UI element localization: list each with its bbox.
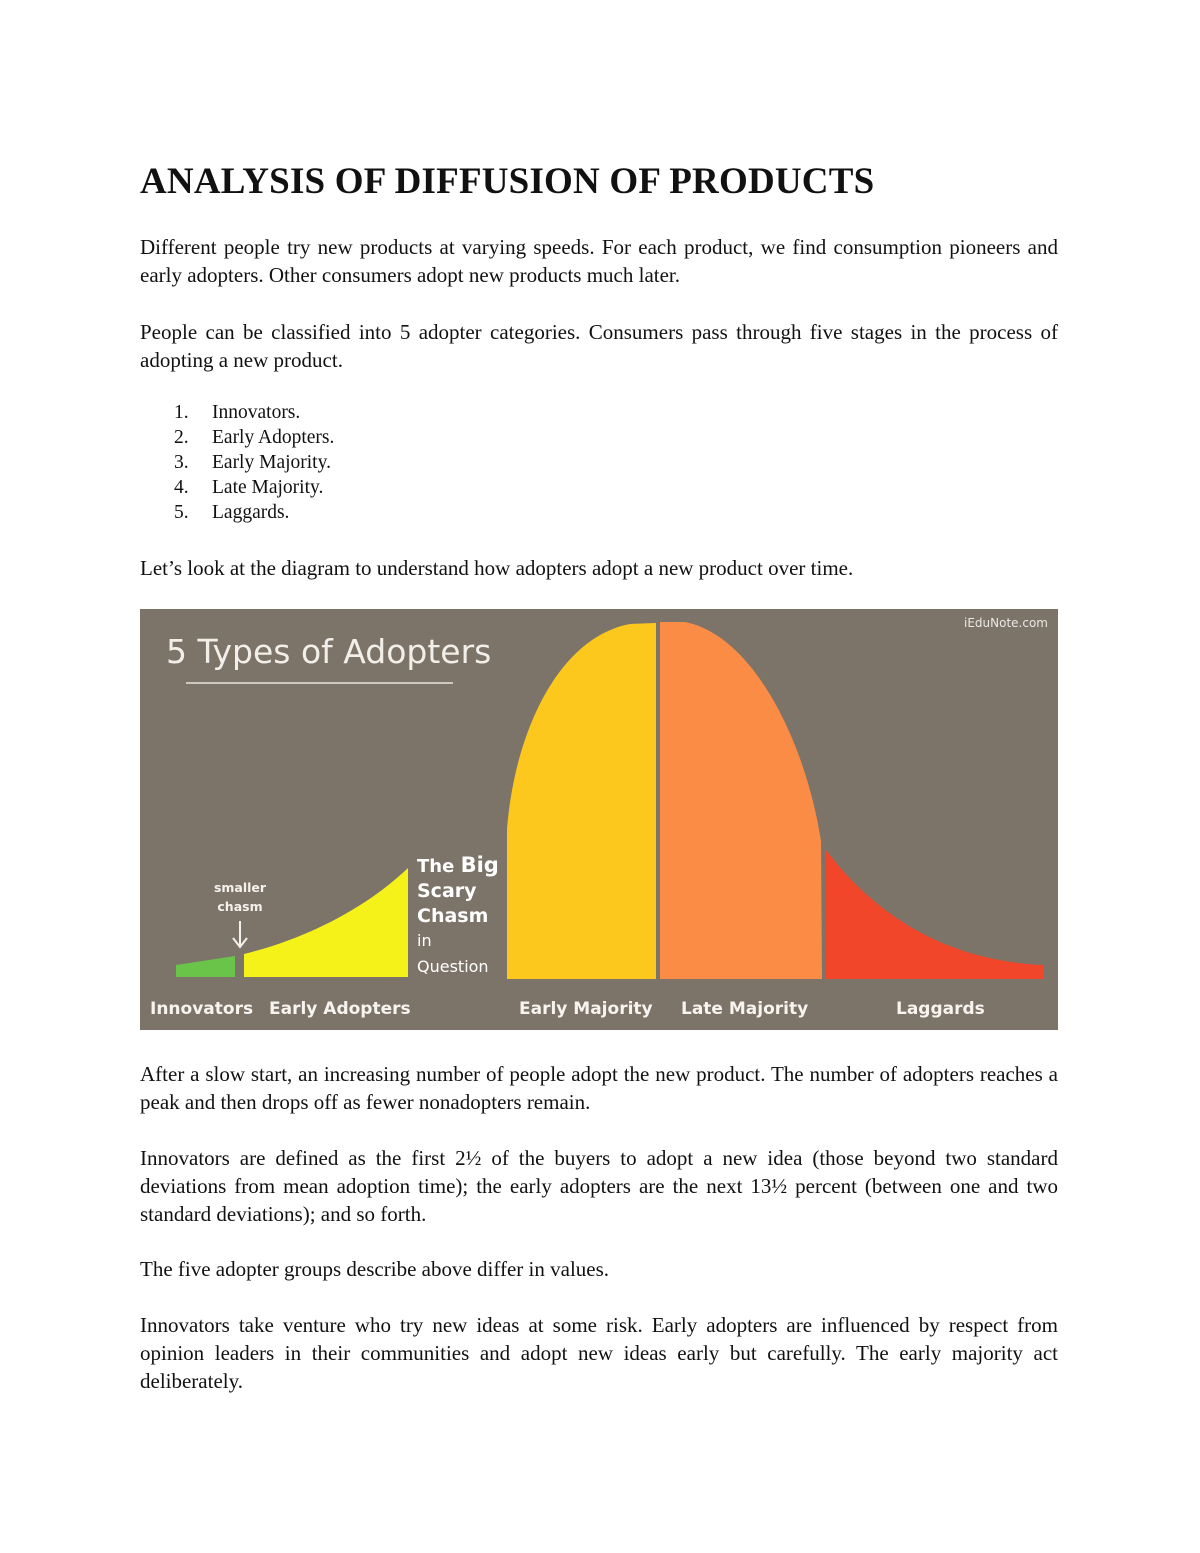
list-text: Early Majority.	[212, 452, 331, 473]
label-early-majority: Early Majority	[519, 999, 653, 1019]
paragraph-look: Let’s look at the diagram to understand how adopters adopt a new product over time.	[140, 556, 854, 580]
list-item	[140, 450, 334, 475]
big-chasm-scary: Scary	[417, 880, 477, 902]
list-number: 2.	[174, 427, 189, 448]
adopter-list	[140, 400, 334, 525]
list-text: Early Adopters.	[212, 427, 335, 448]
adopters-curve-svg	[140, 609, 1058, 1030]
big-chasm-the: The	[417, 856, 455, 877]
label-innovators: Innovators	[150, 999, 254, 1019]
list-number: 5.	[174, 502, 189, 523]
svg-text:The Big	[417, 853, 499, 877]
paragraph-classified: People can be classified into 5 adopter categories. Consumers pass through five stages in the process of adopting a new product.	[140, 320, 1058, 372]
paragraph-venture: Innovators take venture who try new ideas at some risk. Early adopters are influenced by respect from opinion leaders in their communities and adopt new ideas early but carefully. The early majority act deliberately.	[140, 1313, 1058, 1393]
figure-title: 5 Types of Adopters	[166, 632, 492, 671]
laggards-segment	[826, 850, 1044, 979]
arrow-down-icon	[233, 921, 247, 947]
list-item	[140, 425, 334, 450]
early-majority-segment	[507, 623, 656, 979]
paragraph-intro: Different people try new products at varying speeds. For each product, we find consumption pioneers and early adopters. Other consumers adopt new products much later.	[140, 235, 1058, 287]
big-chasm-chasm: Chasm	[417, 905, 489, 927]
list-text: Laggards.	[212, 502, 290, 523]
early-adopters-segment	[244, 868, 408, 977]
list-item	[140, 400, 334, 425]
label-early-adopters: Early Adopters	[269, 999, 411, 1019]
late-majority-segment	[660, 622, 822, 979]
paragraph-after: After a slow start, an increasing number of people adopt the new product. The number of adopters reaches a peak and then drops off as fewer nonadopters remain.	[140, 1062, 1058, 1114]
watermark: iEduNote.com	[964, 616, 1048, 630]
list-number: 3.	[174, 452, 189, 473]
big-chasm-in: in	[417, 931, 432, 950]
label-late-majority: Late Majority	[681, 999, 809, 1019]
document-title: ANALYSIS OF DIFFUSION OF PRODUCTS	[140, 161, 875, 202]
adopters-diagram	[140, 609, 1058, 1030]
big-chasm-label	[417, 853, 499, 976]
list-text: Late Majority.	[212, 477, 324, 498]
paragraph-differ: The five adopter groups describe above differ in values.	[140, 1257, 610, 1281]
smaller-chasm-label: chasm	[217, 899, 263, 914]
smaller-chasm-label: smaller	[213, 880, 267, 895]
big-chasm-question: Question	[417, 957, 489, 976]
big-chasm-big: Big	[460, 853, 499, 877]
list-item	[140, 475, 334, 500]
list-number: 1.	[174, 402, 189, 423]
list-number: 4.	[174, 477, 189, 498]
paragraph-innovators-defined: Innovators are defined as the first 2½ of the buyers to adopt a new idea (those beyond two standard deviations from mean adoption time); the early adopters are the next 13½ percent (between one and two standard deviations); and so forth.	[140, 1146, 1058, 1226]
list-text: Innovators.	[212, 402, 301, 423]
label-laggards: Laggards	[896, 999, 985, 1019]
list-item	[140, 500, 334, 525]
innovators-segment	[176, 956, 235, 977]
